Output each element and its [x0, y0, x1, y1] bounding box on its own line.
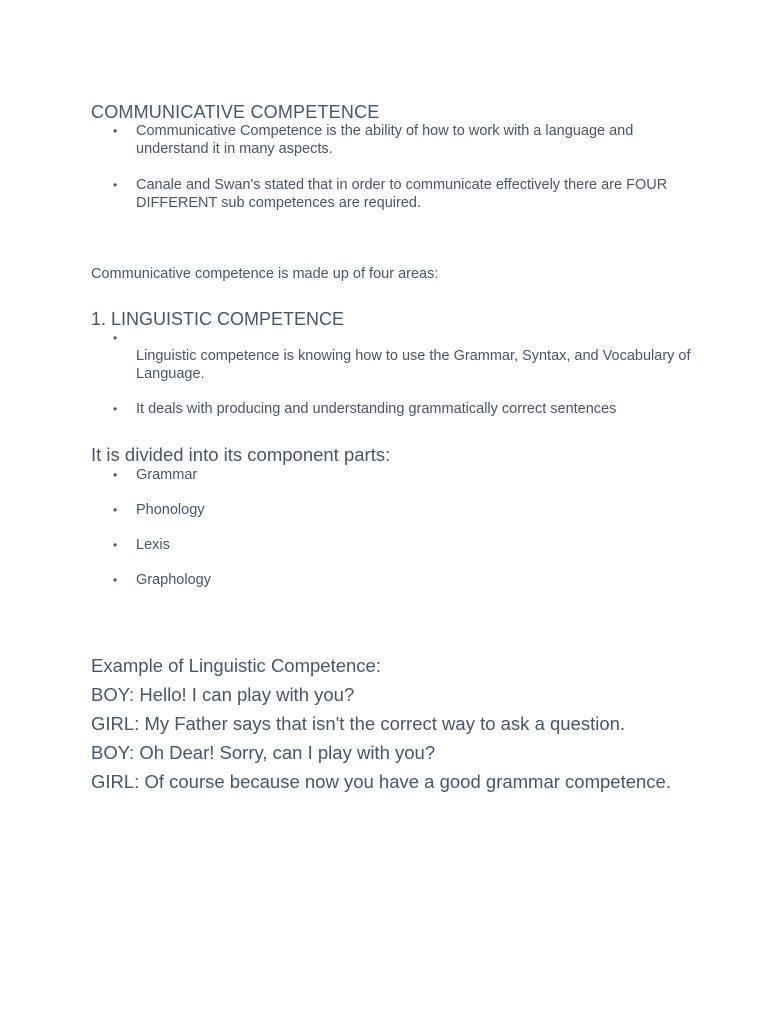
dialogue-line: GIRL: My Father says that isn't the correct way to ask a question.: [91, 713, 626, 734]
dialogue-line: BOY: Hello! I can play with you?: [91, 684, 355, 705]
linguistic-heading: 1. LINGUISTIC COMPETENCE: [91, 309, 345, 329]
list-item-text: It deals with producing and understanding grammatically correct sentences: [136, 401, 617, 417]
bullet-icon: •: [113, 537, 118, 552]
areas-paragraph: Communicative competence is made up of four areas:: [91, 266, 439, 282]
list-item-text: Graphology: [136, 571, 211, 588]
dialogue-line: BOY: Oh Dear! Sorry, can I play with you?: [91, 742, 436, 763]
list-item-text: Grammar: [136, 466, 198, 483]
component-parts-list: [91, 467, 691, 590]
bullet-icon: •: [113, 502, 118, 517]
dialogue-line: GIRL: Of course because now you have a good grammar competence.: [91, 771, 671, 792]
list-item-text: Canale and Swan's stated that in order to communicate effectively there are FOUR DIFFERENT sub competences are required.: [136, 177, 668, 211]
list-item-text: Communicative Competence is the ability of how to work with a language and understand it in many aspects.: [136, 123, 634, 157]
bullet-icon: •: [113, 467, 118, 482]
bullet-icon: •: [113, 402, 118, 416]
list-item-text: Lexis: [136, 536, 170, 553]
list-item-text: Phonology: [136, 501, 205, 518]
bullet-icon: •: [113, 178, 118, 192]
linguistic-bullet-list: [91, 330, 691, 419]
list-item: [91, 401, 691, 419]
list-item: [91, 537, 691, 555]
list-item: [91, 177, 691, 212]
page-title: COMMUNICATIVE COMPETENCE: [91, 102, 380, 122]
bullet-icon: •: [113, 331, 118, 345]
bullet-icon: •: [113, 572, 118, 587]
list-item: [91, 123, 691, 158]
bullet-icon: •: [113, 124, 118, 138]
page-content: [91, 101, 691, 796]
component-parts-heading: It is divided into its component parts:: [91, 443, 391, 465]
list-item: [91, 572, 691, 590]
intro-bullet-list: [91, 123, 691, 212]
example-title: Example of Linguistic Competence:: [91, 655, 381, 676]
list-item: [91, 467, 691, 485]
example-block: [91, 651, 691, 796]
list-item: [91, 348, 691, 383]
list-item-text: Linguistic competence is knowing how to use the Grammar, Syntax, and Vocabulary of Language.: [136, 348, 691, 382]
list-item: [91, 330, 691, 348]
list-item: [91, 502, 691, 520]
